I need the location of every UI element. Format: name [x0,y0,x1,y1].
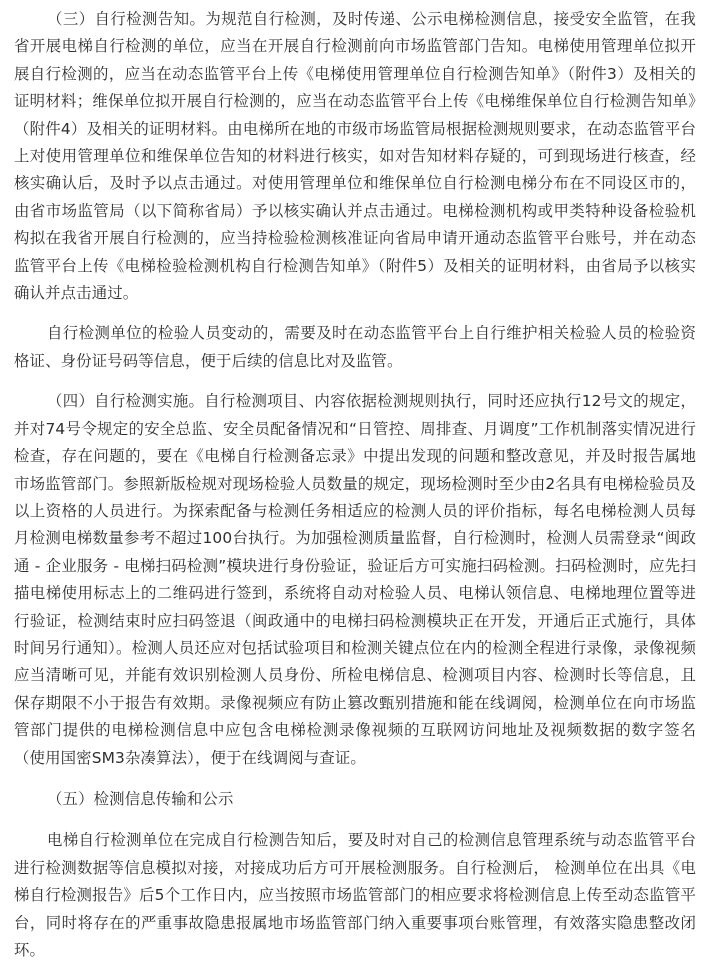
paragraph-self-inspection-implementation: （四）自行检测实施。自行检测项目、内容依据检测规则执行，同时还应执行12号文的规定，并对74号令规定的安全总监、安全员配备情况和“日管控、周排查、月调度”工作机制落实情况进行检查，存在问题的，要在《电梯自行检测备忘录》中提出发现的问题和整改意见，并及时报告属地市场监管部门。参照新版检规对现场检验人员数量的规定，现场检测时至少由2名具有电梯检验员及以上资格的人员进行。为探索配备与检测任务相适应的检测人员的评价指标，每名电梯检测人员每月检测电梯数量参考不超过100台执行。为加强检测质量监督，自行检测时，检测人员需登录“闽政通 - 企业服务 - 电梯扫码检测”模块进行身份验证，验证后方可实施扫码检测。扫码检测时，应先扫描电梯使用标志上的二维码进行签到，系统将自动对检验人员、电梯认领信息、电梯地理位置等进行验证，检测结束时应扫码签退（闽政通中的电梯扫码检测模块正在开发，开通后正式施行，具体时间另行通知）。检测人员还应对包括试验项目和检测关键点位在内的检测全程进行录像，录像视频应当清晰可见，并能有效识别检测人员身份、所检电梯信息、检测项目内容、检测时长等信息，且保存期限不小于报告有效期。录像视频应有防止篡改甄别措施和能在线调阅，检测单位在向市场监管部门提供的电梯检测信息中应包含电梯检测录像视频的互联网访问地址及视频数据的数字签名（使用国密SM3杂凑算法），便于在线调阅与查证。 [14,392,696,767]
paragraph-inspector-changes: 自行检测单位的检验人员变动的，需要及时在动态监管平台上自行维护相关检验人员的检验资格证、身份证号码等信息，便于后续的信息比对及监管。 [14,324,696,370]
paragraph-info-transmission: 电梯自行检测单位在完成自行检测告知后，要及时对自己的检测信息管理系统与动态监管平台进行检测数据等信息模拟对接，对接成功后方可开展检测服务。自行检测后， 检测单位在出具《电梯自行检测报告》后5个工作日内，应当按照市场监管部门的相应要求将检测信息上传至动态监管平台，同时将存在的严重事故隐患报属地市场监管部门纳入重要事项台账管理，有效落实隐患整改闭环。 [14,831,696,959]
section-heading-info-transmission: （五）检测信息传输和公示 [47,789,234,808]
document-body [14,6,696,964]
paragraph-self-inspection-notice: （三）自行检测告知。为规范自行检测，及时传递、公示电梯检测信息，接受安全监管，在我省开展电梯自行检测的单位，应当在开展自行检测前向市场监管部门告知。电梯使用管理单位拟开展自行检测的，应当在动态监管平台上传《电梯使用管理单位自行检测告知单》（附件3）及相关的证明材料；维保单位拟开展自行检测的，应当在动态监管平台上传《电梯维保单位自行检测告知单》（附件4）及相关的证明材料。由电梯所在地的市级市场监管局根据检测规则要求，在动态监管平台上对使用管理单位和维保单位告知的材料进行核实，如对告知材料存疑的，可到现场进行核查，经核实确认后，及时予以点击通过。对使用管理单位和维保单位自行检测电梯分布在不同设区市的，由省市场监管局（以下简称省局）予以核实确认并点击通过。电梯检测机构或甲类特种设备检验机构拟在我省开展自行检测的，应当持检验检测核准证向省局申请开通动态监管平台账号，并在动态监管平台上传《电梯检验检测机构自行检测告知单》（附件5）及相关的证明材料，由省局予以核实确认并点击通过。 [14,10,696,303]
